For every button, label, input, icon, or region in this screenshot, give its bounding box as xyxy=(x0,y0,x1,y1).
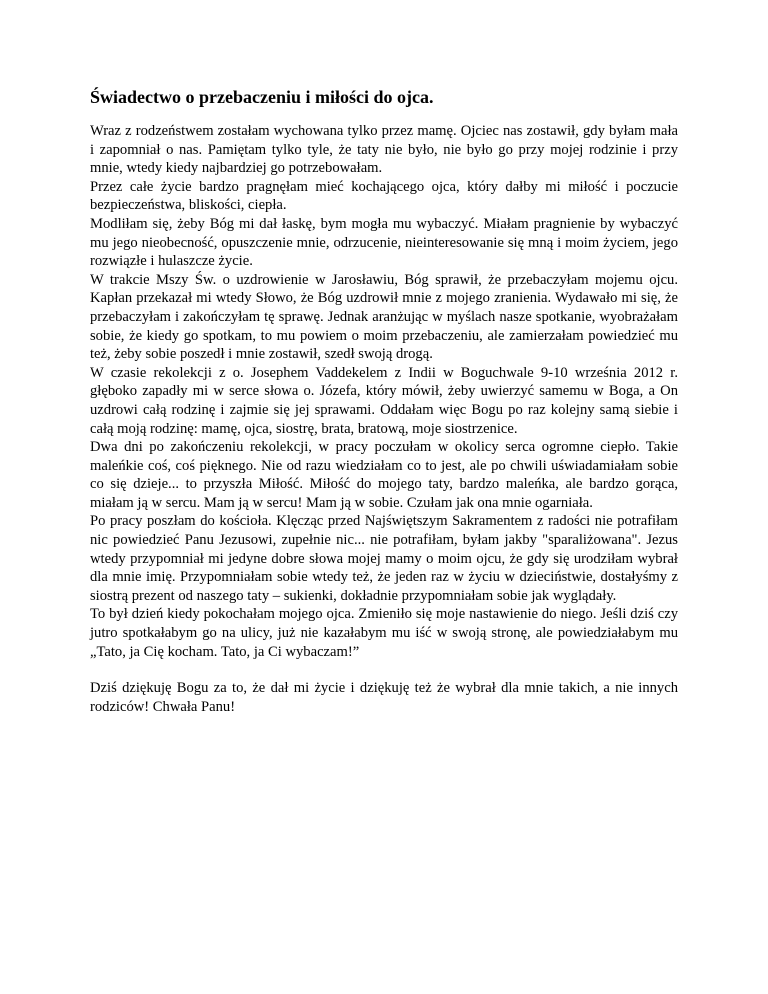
paragraph-gap xyxy=(90,661,678,679)
paragraph-8: To był dzień kiedy pokochałam mojego ojca. Zmieniło się moje nastawienie do niego. Jeśli dziś czy jutro spotkałabym go na ulicy, już nie kazałabym mu iść w swoją stronę, ale powiedziałabym mu „Tato, ja Cię kocham. Tato, ja Ci wybaczam!” xyxy=(90,606,678,660)
paragraph-1: Wraz z rodzeństwem zostałam wychowana tylko przez mamę. Ojciec nas zostawił, gdy byłam mała i zapomniał o nas. Pamiętam tylko tyle, że taty nie było, nie było go przy mojej rodzinie i przy mnie, wtedy kiedy najbardziej go potrzebowałam. xyxy=(90,123,678,177)
paragraph-5: W czasie rekolekcji z o. Josephem Vaddekelem z Indii w Boguchwale 9-10 września 2012 r. głęboko zapadły mi w serce słowa o. Józefa, który mówił, żeby uwierzyć samemu w Boga, a On uzdrowi całą rodzinę i zajmie się jej sprawami. Oddałam więc Bogu po raz kolejny samą siebie i całą moją rodzinę: mamę, ojca, siostrę, brata, bratową, moje siostrzenice. xyxy=(90,364,678,437)
paragraph-2: Przez całe życie bardzo pragnęłam mieć kochającego ojca, który dałby mi miłość i poczucie bezpieczeństwa, bliskości, ciepła. xyxy=(90,178,678,214)
paragraph-4: W trakcie Mszy Św. o uzdrowienie w Jarosławiu, Bóg sprawił, że przebaczyłam mojemu ojcu. Kapłan przekazał mi wtedy Słowo, że Bóg uzdrowił mnie z mojego zranienia. Wydawało mi się, że przebaczyłam i zakończyłam tę sprawę. Jednak aranżując w myślach nasze spotkanie, wyobrażałam sobie, że kiedy go spotkam, to mu powiem o moim przebaczeniu, ale zamierzałam powiedzieć mu też, żeby sobie poszedł i mnie zostawił, szedł swoją drogą. xyxy=(90,271,678,363)
document-page xyxy=(90,86,678,716)
document-title: Świadectwo o przebaczeniu i miłości do ojca. xyxy=(90,87,434,107)
paragraph-7: Po pracy poszłam do kościoła. Klęcząc przed Najświętszym Sakramentem z radości nie potrafiłam nic powiedzieć Panu Jezusowi, zupełnie nic... nie potrafiłam, byłam jakby "sparaliżowana". Jezus wtedy przypomniał mi jedyne dobre słowa mojej mamy o moim ojcu, że gdy się urodziłam wybrał dla mnie imię. Przypomniałam sobie wtedy też, że jeden raz w życiu w dzieciństwie, dostałyśmy z siostrą prezent od naszego taty – sukienki, dokładnie przypomniałam sobie jak wyglądały. xyxy=(90,513,678,604)
closing-paragraph: Dziś dziękuję Bogu za to, że dał mi życie i dziękuję też że wybrał dla mnie takich, a nie innych rodziców! Chwała Panu! xyxy=(90,680,678,715)
paragraph-6: Dwa dni po zakończeniu rekolekcji, w pracy poczułam w okolicy serca ogromne ciepło. Takie maleńkie coś, coś pięknego. Nie od razu wiedziałam co to jest, ale po chwili uświadamiałam sobie co się dzieje... to przyszła Miłość. Miłość do mojego taty, bardzo maleńka, ale bardzo gorąca, miałam ją w sercu. Mam ją w sercu! Mam ją w sobie. Czułam jak ona mnie ogarniała. xyxy=(90,439,678,511)
paragraph-3: Modliłam się, żeby Bóg mi dał łaskę, bym mogła mu wybaczyć. Miałam pragnienie by wybaczyć mu jego nieobecność, opuszczenie mnie, odrzucenie, nieinteresowanie się mną i moim życiem, jego rozwiązłe i hulaszcze życie. xyxy=(90,215,678,270)
